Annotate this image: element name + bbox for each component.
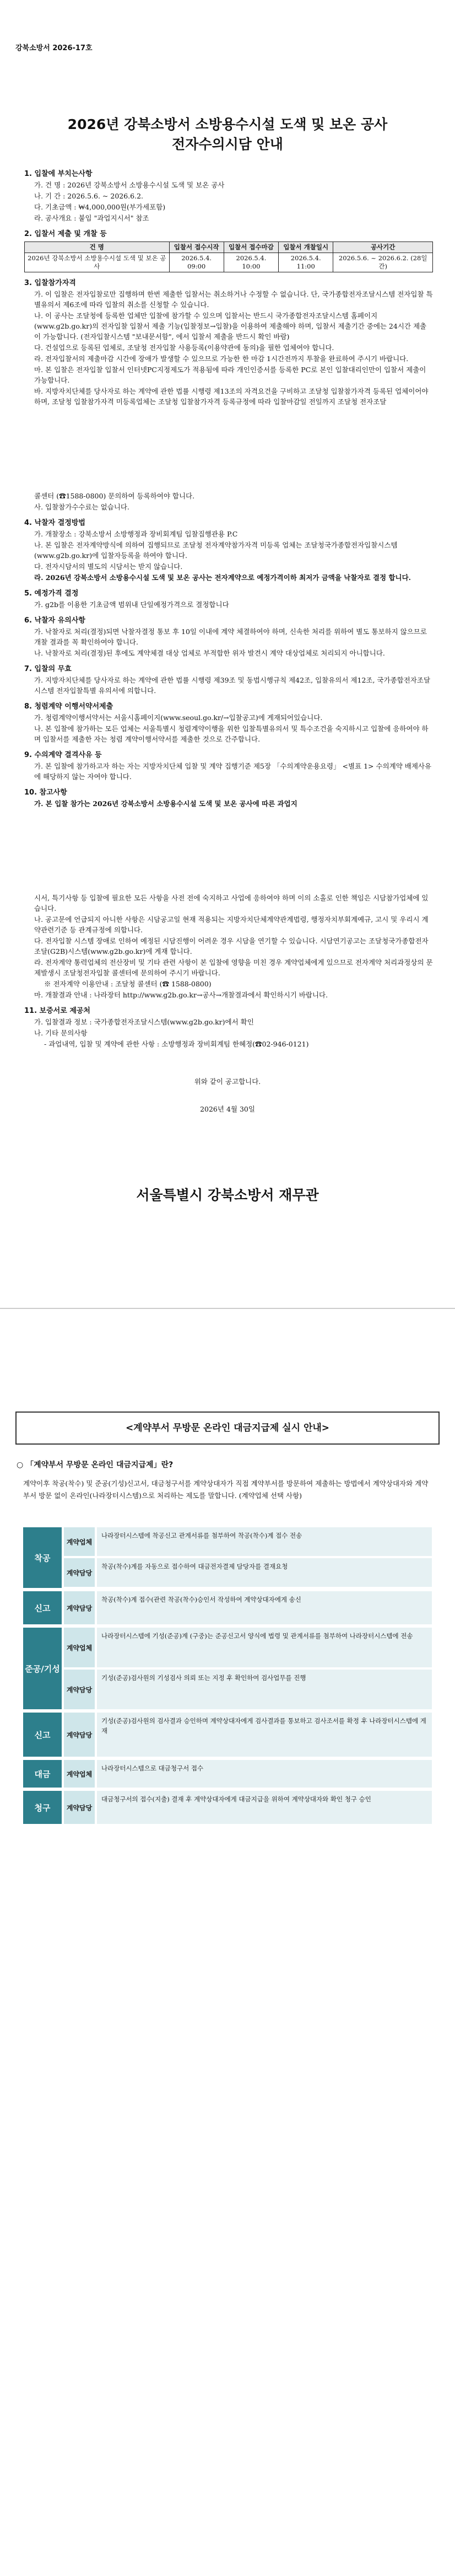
item-line: 나. 기타 문의사항 (34, 1029, 88, 1037)
table-header: 입찰서 접수마감 (224, 242, 278, 253)
role-label: 계약담당 (64, 1558, 95, 1587)
section-heading: 11. 보증서로 제공처 (24, 1007, 90, 1015)
table-cell: 2026.5.4. 11:00 (279, 253, 333, 272)
item-line: - 과업내역, 입찰 및 계약에 관한 사항 : 소방행정과 장비회계팀 한혜정(☎02-946-0121) (44, 1040, 309, 1048)
item-line: 가. 낙찰자로 처리(결정)되면 낙찰자결정 통보 후 10일 이내에 계약 체결하여야 하며, 신속한 처리를 위하여 별도 통보하지 않으므로 개찰 결과를 꼭 확인하여야 합니다. (34, 627, 427, 646)
notice-intro: 계약이후 착공(착수) 및 준공(기성)신고서, 대금청구서를 계약상대자가 직접 계약부서를 방문하여 제출하는 방법에서 계약상대자와 계약부서 방문 없이 온라인(나라장터시스템)으로 처리하는 제도를 말합니다. (계약업체 선택 사항) (23, 1479, 429, 1500)
category-label: 대금 (23, 1760, 62, 1788)
procedure-row (23, 1527, 432, 1588)
category-label: 신고 (23, 1591, 62, 1624)
section-heading: 7. 입찰의 무효 (24, 665, 72, 673)
item-line: 마. 본 입찰은 전자입찰 입찰서 인터넷PC지정제도가 적용됨에 따라 개인인증서를 등록한 PC로 본인 입찰대리인만이 입찰서 제출이 가능합니다. (34, 366, 426, 384)
procedure-grid (23, 1527, 432, 1827)
role-label: 계약업체 (64, 1760, 95, 1788)
item-line: 다. 기초금액 : ₩4,000,000원(부가세포함) (34, 203, 166, 211)
item-line: ※ 전자계약 이용안내 : 조달청 콜센터 (☎ 1588-0800) (44, 980, 212, 988)
announcement-date: 2026년 4월 30일 (200, 1105, 255, 1113)
procedure-text: 나라장터시스템에 기성(준공)계 (구중)는 준공신고서 양식에 법령 및 관계서류를 첨부하여 나라장터시스템에 전송 (97, 1628, 432, 1667)
procedure-text: 기성(준공)검사원의 검사결과 승인하며 계약상대자에게 검사결과를 통보하고 검사조서를 확정 후 나라장터시스템에 게재 (97, 1713, 432, 1757)
item-line: 가. 이 입찰은 전자입찰로만 집행하며 한번 제출한 입찰서는 취소하거나 수정할 수 없습니다. 단, 국가종합전자조달시스템 전자입찰 특별유의서 제6조에 따라 입찰의 취소를 신청할 수 있습니다. (34, 290, 433, 309)
item-line: 가. 입찰결과 정보 : 국가종합전자조달시스템(www.g2b.go.kr)에서 확인 (34, 1018, 254, 1026)
section-heading: 4. 낙찰자 결정방법 (24, 519, 85, 527)
item-line: 사. 입찰참가수수료는 없습니다. (34, 503, 129, 511)
category-label: 청구 (23, 1791, 62, 1824)
item-line: 나. 낙찰자로 처리(결정)된 후에도 계약체결 대상 업체로 부적합한 위자 발견시 계약 대상업체로 처리되지 아니합니다. (34, 649, 385, 657)
title-line-2: 전자수의시담 안내 (172, 136, 283, 152)
document-number: 강북소방서 2026-17호 (15, 44, 93, 52)
item-line: 시서, 특기사항 등 입찰에 필요한 모든 사항을 사전 전에 숙지하고 사업에 응하여야 하며 이의 소홀로 인한 책임은 시담참가업체에 있습니다. (34, 894, 429, 913)
item-line: 나. 이 공사는 조달청에 등록한 업체만 입찰에 참가할 수 있으며 입찰서는 반드시 국가종합전자조달시스템 홈페이지(www.g2b.go.kr)의 전자입찰 입찰서 제출 기능(입찰정보→입찰)을 이용하여 제출해야 하며, 입찰서 제출기간 중에는 24시간 제출이 가능합니다. (전자입찰시스템 "보내문서함", 에서 입찰서 제출을 반드시 확인 바람) (34, 312, 427, 341)
item-line: 라. 공사개요 : 붙임 "과업지시서" 참조 (34, 214, 149, 222)
table-header: 공사기간 (333, 242, 433, 253)
schedule-table (24, 242, 433, 272)
category-label: 착공 (23, 1527, 62, 1588)
section-heading: 10. 참고사항 (24, 788, 67, 797)
section-heading: 2. 입찰서 제출 및 개찰 등 (24, 230, 107, 238)
item-line: 가. 건 명 : 2026년 강북소방서 소방용수시설 도색 및 보온 공사 (34, 181, 225, 189)
role-label: 계약담당 (64, 1670, 95, 1709)
procedure-row (23, 1713, 432, 1757)
procedure-text: 착공(착수)계 접수(관련 착공(착수)승인서 작성하여 계약상대자에게 송신 (97, 1591, 432, 1624)
item-line: 나. 본 입찰에 참가하는 모든 업체는 서울특별시 청렴계약이행을 위한 입찰특별유의서 및 특수조건을 숙지하시고 입찰에 응하여야 하며 입찰서를 제출한 자는 청렴 계약이행서약서를 제출한 것으로 간주합니다. (34, 724, 429, 743)
section-heading: 5. 예정가격 결정 (24, 589, 79, 598)
section-heading: 9. 수의계약 결격사유 등 (24, 751, 102, 759)
item-line: 가. 청렴계약이행서약서는 서울시홈페이지(www.seoul.go.kr/→입찰공고)에 게재되어있습니다. (34, 713, 323, 722)
procedure-text: 나라장터시스템에 착공신고 관계서류를 첨부하여 착공(착수)계 접수 전송 (97, 1527, 432, 1556)
item-line: 다. 전자입찰 시스템 장애로 인하여 예정된 시담진행이 어려운 경우 시담을 연기할 수 있습니다. 시담연기공고는 조달청국가종합전자조달(G2B)시스템(www.g2b.go.kr)에 게재 합니다. (34, 937, 429, 956)
table-cell: 2026.5.4. 10:00 (224, 253, 278, 272)
notice-body (24, 163, 433, 1050)
role-label: 계약담당 (64, 1791, 95, 1824)
role-label: 계약업체 (64, 1527, 95, 1556)
category-label: 신고 (23, 1713, 62, 1757)
table-header: 입찰서 개찰일시 (279, 242, 333, 253)
procedure-text: 나라장터시스템으로 대금청구서 접수 (97, 1760, 432, 1788)
section-heading: 3. 입찰참가자격 (24, 279, 76, 287)
item-line: 다. 전자시담서의 별도의 시담서는 받지 않습니다. (34, 562, 183, 571)
item-line: 바. 지방자치단체를 당사자로 하는 계약에 관한 법률 시행령 제13조의 자격요건을 구비하고 조달청 입찰참가자격 등록된 업체이어야 하며, 조달청 입찰참가자격 미등록업체는 조달청 입찰참가자격 등록규정에 따라 입찰마감일 전일까지 조달청 전자조달 (34, 387, 429, 406)
table-cell: 2026년 강북소방서 소방용수시설 도색 및 보온 공사 (25, 253, 170, 272)
role-label: 계약업체 (64, 1628, 95, 1667)
category-label: 준공/기성 (23, 1628, 62, 1709)
procedure-row (23, 1791, 432, 1824)
procedure-row (23, 1628, 432, 1709)
procedure-row (23, 1760, 432, 1788)
procedure-text: 착공(착수)계를 자동으로 접수하여 대금전자결제 담당자를 결재요청 (97, 1558, 432, 1587)
procedure-row (23, 1591, 432, 1624)
role-label: 계약담당 (64, 1591, 95, 1624)
item-line: 라. 2026년 강북소방서 소방용수시설 도색 및 보온 공사는 전자계약으로 예정가격이하 최저가 금액을 낙찰자로 결정 합니다. (34, 573, 411, 582)
divider (0, 1308, 455, 1309)
payment-notice-title: <계약부서 무방문 온라인 대금지급제 실시 안내> (15, 1412, 440, 1445)
page-title (0, 115, 455, 154)
section-heading: 8. 청렴계약 이행서약서제출 (24, 702, 113, 711)
table-cell: 2026.5.4. 09:00 (169, 253, 224, 272)
item-line: 가. 본 입찰 참가는 2026년 강북소방서 소방용수시설 도색 및 보온 공사에 따른 과업지 (34, 799, 297, 808)
item-line: 라. 전자입찰서의 제출마감 시간에 장애가 발생할 수 있으므로 가능한 한 마감 1시간전까지 투찰을 완료하여 주시기 바랍니다. (34, 355, 409, 363)
item-line: 라. 전자계약 통력업체의 전산장비 및 기타 관련 사항이 본 입찰에 영향을 미친 경우 계약업체에게 있으므로 전자계약 처리과정상의 문제발생시 조달청전자입찰 콜센터에 문의하여 주시기 바랍니다. (34, 958, 433, 977)
issuing-agency: 서울특별시 강북소방서 재무관 (136, 1187, 319, 1203)
closing-statement: 위와 같이 공고합니다. (194, 1077, 261, 1086)
section-heading: 1. 입찰에 부치는사항 (24, 170, 93, 178)
item-line: 가. 지방자치단체를 당사자로 하는 계약에 관한 법률 시행령 제39조 및 동법시행규칙 제42조, 입찰유의서 제12조, 국가종합전자조달시스템 전자입찰특별 유의서에 의합니다. (34, 676, 431, 695)
item-line: 다. 건설업으로 등록된 업체로, 조달청 전자입찰 사용등록(이용약관에 동의)을 필한 업체여야 합니다. (34, 344, 334, 352)
role-label: 계약담당 (64, 1713, 95, 1757)
procedure-text: 기성(준공)검사원의 기성검사 의뢰 또는 지정 후 확인하여 검사업무를 진행 (97, 1670, 432, 1709)
notice-question: ○ 「계약부서 무방문 온라인 대금지급제」란? (17, 1461, 174, 1469)
item-line: 가. g2b를 이용한 기초금액 범위내 단일예정가격으로 결정합니다 (34, 600, 229, 609)
item-line: 가. 본 입찰에 참가하고자 하는 자는 지방자치단체 입찰 및 계약 집행기준 제5장 「수의계약운용요령」 <별표 1> 수의계약 배제사유에 해당하지 않는 자여야 합니다. (34, 762, 432, 781)
table-header: 입찰서 접수시작 (169, 242, 224, 253)
table-row (25, 253, 433, 272)
procedure-text: 대금청구서의 접수(지출) 결재 후 계약상대자에게 대금지급을 위하여 계약상대자와 확인 청구 승인 (97, 1791, 432, 1824)
title-line-1: 2026년 강북소방서 소방용수시설 도색 및 보온 공사 (67, 116, 388, 132)
section-heading: 6. 낙찰자 유의사항 (24, 616, 85, 625)
item-line: 마. 개찰결과 안내 : 나라장터 http://www.g2b.go.kr→공사→개찰결과에서 확인하시기 바랍니다. (34, 991, 328, 999)
table-cell: 2026.5.6. ~ 2026.6.2. (28일간) (333, 253, 433, 272)
item-line: 가. 개찰장소 : 강북소방서 소방행정과 장비회계팀 입찰집행관용 P.C (34, 530, 238, 538)
item-line: 나. 본 입찰은 전자계약방식에 의하여 집행되므로 조달청 전자계약참가자격 미등록 업체는 조달청국가종합전자입찰시스템(www.g2b.go.kr)에 입찰자등록을 하여야 합니다. (34, 541, 398, 560)
item-line: 콜센터 (☎1588-0800) 문의하여 등록하여야 합니다. (34, 492, 195, 500)
table-header: 건 명 (25, 242, 170, 253)
item-line: 나. 공고문에 언급되지 아니한 사항은 시담공고일 현재 적용되는 지방자치단체계약관계법령, 행정자치부회계예규, 고시 및 우리시 계약관련기준 등 관계규정에 의합니다. (34, 915, 429, 934)
item-line: 나. 기 간 : 2026.5.6. ~ 2026.6.2. (34, 192, 143, 200)
